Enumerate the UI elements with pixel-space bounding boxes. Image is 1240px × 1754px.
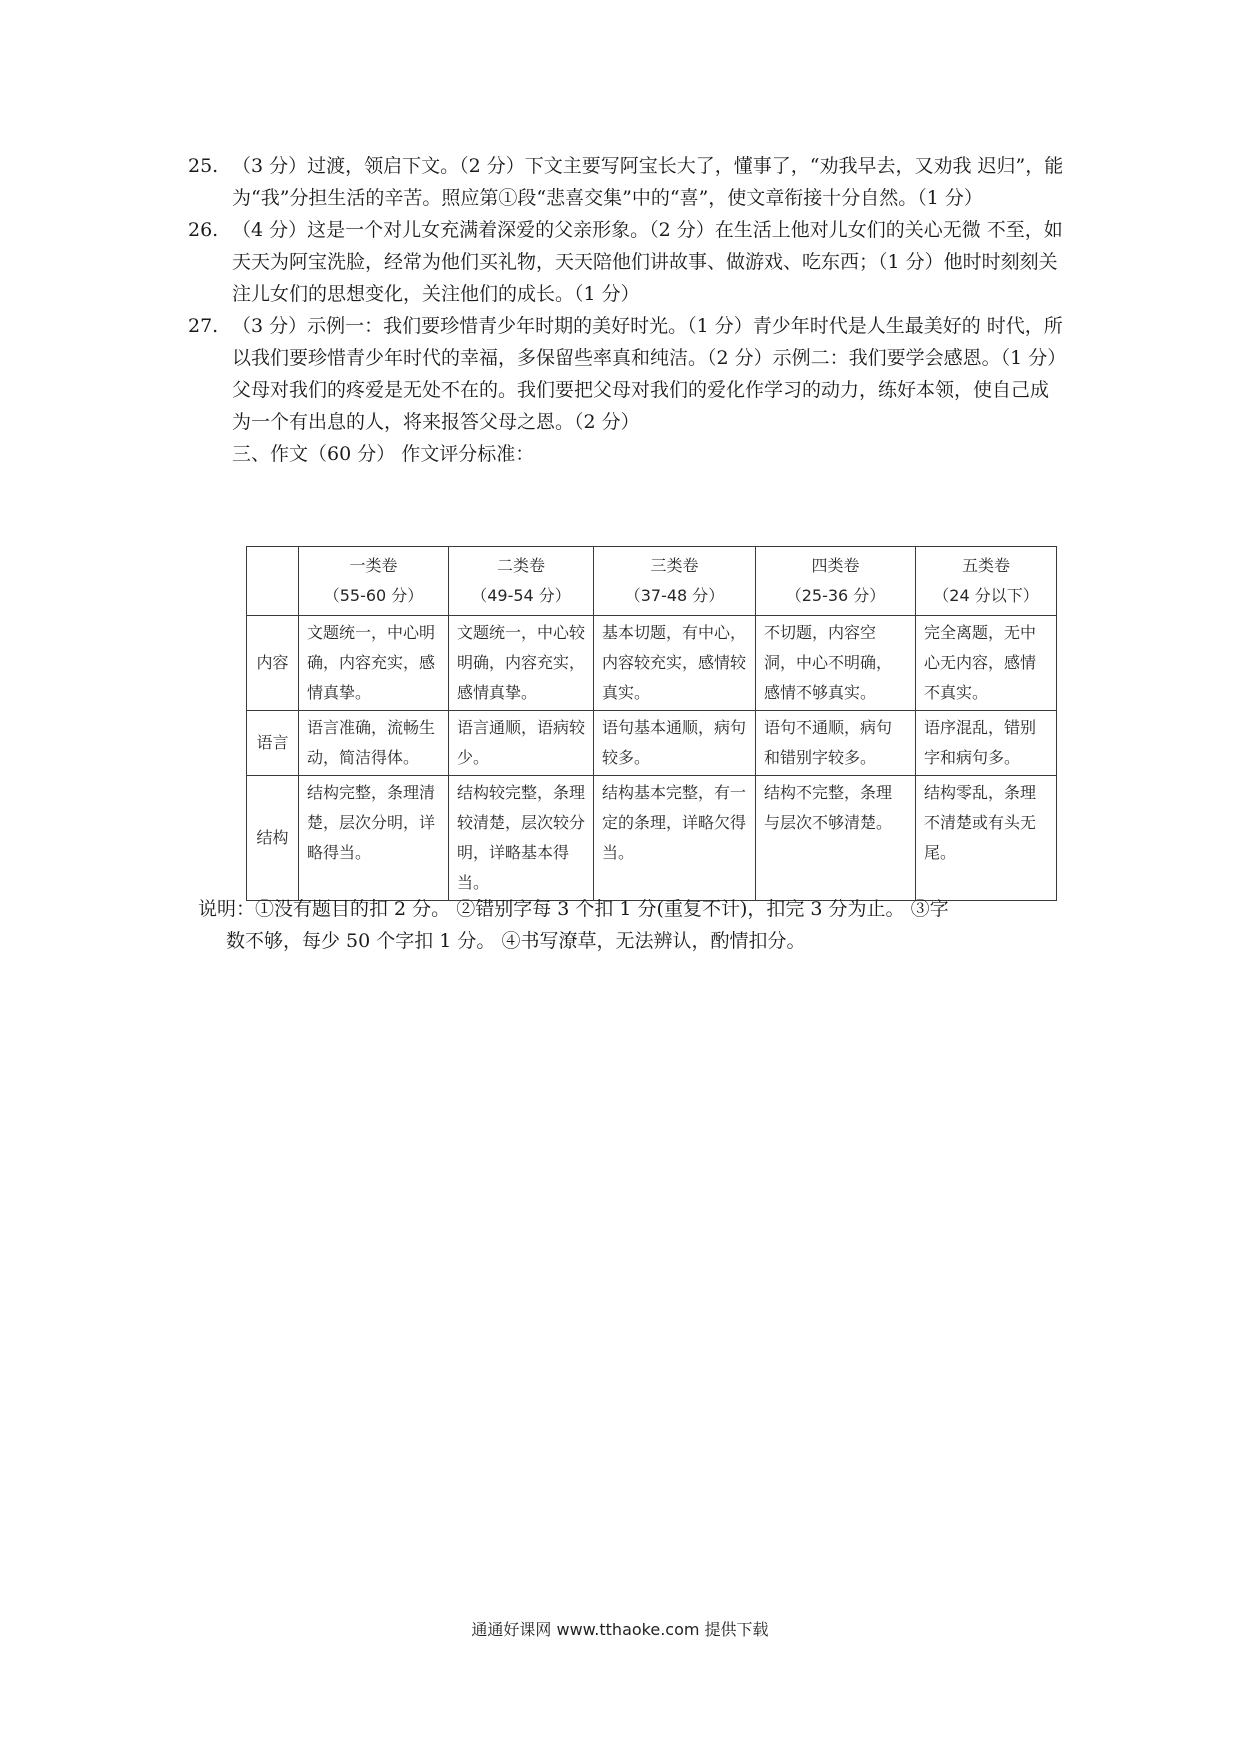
table-cell: 语言通顺，语病较少。 (449, 711, 594, 776)
answer-number: 27. (188, 315, 219, 337)
table-column-header (594, 547, 756, 616)
answer-number: 25. (188, 155, 219, 177)
table-cell: 语句不通顺，病句和错别字较多。 (756, 711, 916, 776)
table-row (247, 711, 1057, 776)
table-column-header (756, 547, 916, 616)
notes-line: 说明：①没有题目的扣 2 分。 ②错别字每 3 个扣 1 分(重复不计)，扣完 3 分为止。 ③字 (198, 898, 949, 920)
column-name: 二类卷 (496, 556, 545, 575)
table-cell: 语句基本通顺，病句较多。 (594, 711, 756, 776)
table-cell: 不切题，内容空洞，中心不明确，感情不够真实。 (756, 616, 916, 711)
table-column-header (449, 547, 594, 616)
answer-item (188, 214, 1064, 310)
column-name: 一类卷 (349, 556, 398, 575)
row-label: 结构 (247, 776, 299, 901)
table-cell: 结构较完整，条理较清楚，层次较分明，详略基本得当。 (449, 776, 594, 901)
table-cell: 结构完整，条理清楚，层次分明，详略得当。 (299, 776, 449, 901)
answer-item (188, 150, 1064, 214)
notes-section (198, 893, 1068, 957)
table-cell: 结构零乱，条理不清楚或有头无尾。 (916, 776, 1057, 901)
table-cell: 结构基本完整，有一定的条理，详略欠得当。 (594, 776, 756, 901)
column-name: 三类卷 (650, 556, 699, 575)
section-title: 三、作文（60 分） 作文评分标准： (232, 443, 535, 465)
row-label: 内容 (247, 616, 299, 711)
column-range: （37-48 分） (624, 586, 725, 605)
notes-line: 数不够，每少 50 个字扣 1 分。 ④书写潦草，无法辨认，酌情扣分。 (226, 930, 806, 952)
column-name: 四类卷 (811, 556, 860, 575)
answer-number: 26. (188, 219, 219, 241)
footer-source: 通通好课网 www.tthaoke.com 提供下载 (471, 1620, 769, 1639)
table-cell: 结构不完整，条理与层次不够清楚。 (756, 776, 916, 901)
answer-text: （4 分）这是一个对儿女充满着深爱的父亲形象。（2 分）在生活上他对儿女们的关心无微 不至，如天天为阿宝洗脸，经常为他们买礼物，天天陪他们讲故事、做游戏、吃东西；（1 分）他时时刻刻关注儿女们的思想变化，关注他们的成长。（1 分） (232, 219, 1063, 305)
column-range: （49-54 分） (471, 586, 571, 605)
table-corner-cell (247, 547, 299, 616)
table-column-header (299, 547, 449, 616)
scoring-table (246, 546, 1057, 901)
table-cell: 文题统一，中心较明确，内容充实，感情真挚。 (449, 616, 594, 711)
table-cell: 语序混乱，错别字和病句多。 (916, 711, 1057, 776)
answer-text: （3 分）示例一：我们要珍惜青少年时期的美好时光。（1 分）青少年时代是人生最美好的 时代，所以我们要珍惜青少年时代的幸福，多保留些率真和纯洁。（2 分）示例二：我们要学会感恩。（1 分）父母对我们的疼爱是无处不在的。我们要把父母对我们的爱化作学习的动力，练好本领，使自己成为一个有出息的人，将来报答父母之恩。（2 分） (232, 315, 1063, 433)
scoring-table-wrapper (246, 546, 1056, 901)
column-range: （24 分以下） (933, 586, 1039, 605)
column-name: 五类卷 (961, 556, 1010, 575)
table-row (247, 616, 1057, 711)
row-label: 语言 (247, 711, 299, 776)
table-cell: 文题统一，中心明确，内容充实，感情真挚。 (299, 616, 449, 711)
column-range: （25-36 分） (785, 586, 886, 605)
column-range: （55-60 分） (323, 586, 424, 605)
table-cell: 完全离题，无中心无内容，感情不真实。 (916, 616, 1057, 711)
table-header-row (247, 547, 1057, 616)
table-row (247, 776, 1057, 901)
table-cell: 语言准确，流畅生动，简洁得体。 (299, 711, 449, 776)
table-cell: 基本切题，有中心，内容较充实，感情较真实。 (594, 616, 756, 711)
table-column-header (916, 547, 1057, 616)
answer-text: （3 分）过渡，领启下文。（2 分）下文主要写阿宝长大了，懂事了，“劝我早去，又劝我 迟归”，能为“我”分担生活的辛苦。照应第①段“悲喜交集”中的“喜”，使文章衔接十分自然。（1 分） (232, 155, 1064, 209)
answers-section (188, 150, 1064, 470)
answer-item (188, 310, 1064, 438)
